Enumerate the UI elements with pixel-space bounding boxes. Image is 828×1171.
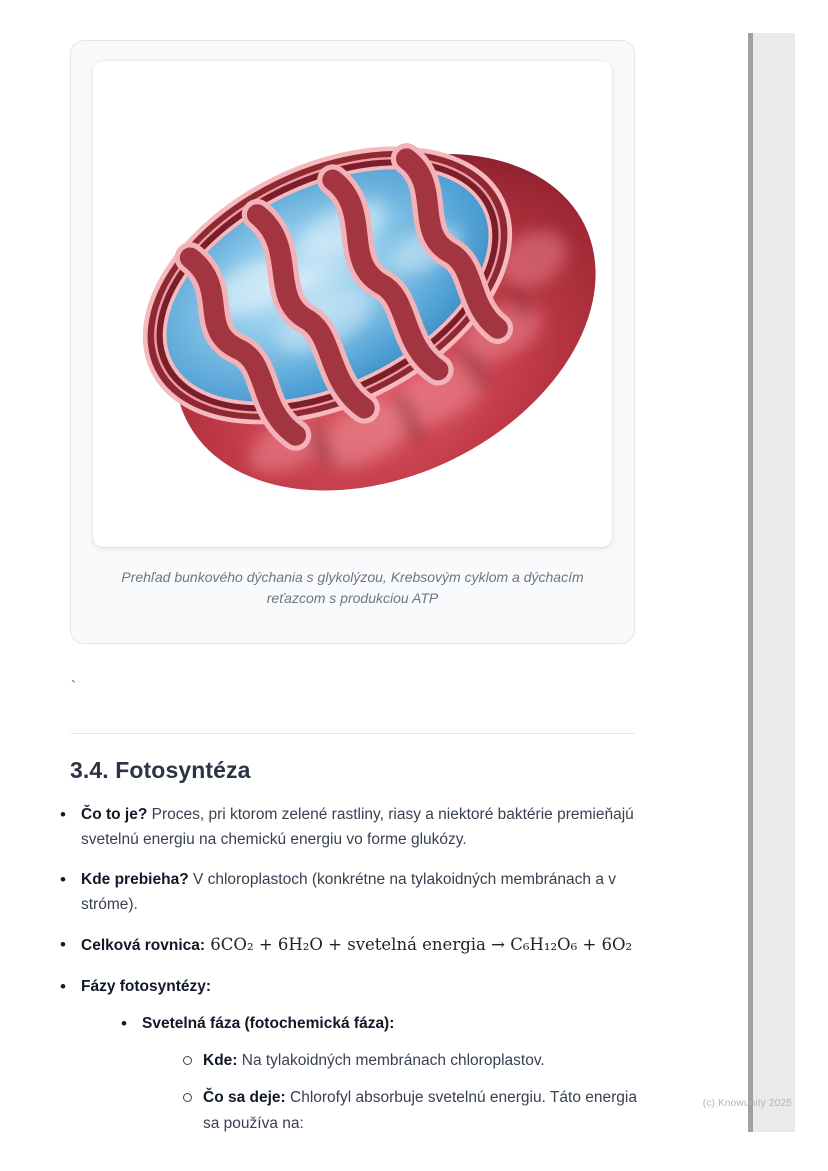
list-item (55, 974, 637, 1136)
list-item (177, 1085, 637, 1135)
section-content (55, 755, 637, 1151)
stray-backtick: ` (71, 678, 76, 695)
list-item-text: Chlorofyl absorbuje svetelnú energiu. Táto energia sa používa na: (203, 1089, 637, 1132)
list-item-lead: Čo sa deje: (203, 1089, 286, 1107)
watermark: (c) Knowunity 2025 (702, 1098, 792, 1109)
bullet-list-level-3 (177, 1048, 637, 1135)
figure-card (70, 40, 635, 644)
list-item-text: V chloroplastoch (konkrétne na tylakoidných membránach a v stróme). (81, 871, 617, 914)
bullet-list-level-1 (55, 802, 637, 1136)
list-item (55, 802, 637, 852)
bullet-list-container (55, 802, 637, 1136)
list-item-text: Proces, pri ktorom zelené rastliny, riasy a niektoré baktérie premieňajú svetelnú energiu na chemickú energiu vo forme glukózy. (81, 806, 634, 849)
chemical-equation: 6CO₂ + 6H₂O + svetelná energia → C₆H₁₂O₆ + 6O₂ (205, 935, 633, 955)
list-item (177, 1048, 637, 1073)
bullet-list-level-2 (116, 1011, 637, 1135)
list-item-lead: Fázy fotosyntézy: (81, 978, 212, 996)
figure-caption: Prehľad bunkového dýchania s glykolýzou, Krebsovým cyklom a dýchacím reťazcom s produkciou ATP (121, 569, 584, 606)
section-heading: 3.4. Fotosyntéza (70, 757, 251, 783)
list-item-lead: Čo to je? (81, 806, 148, 823)
list-item (55, 932, 637, 959)
section-divider (70, 733, 635, 734)
mitochondria-illustration (103, 69, 603, 539)
list-item-lead: Celková rovnica: (81, 937, 206, 955)
scrollbar-track[interactable] (748, 33, 795, 1132)
list-item-lead: Kde: (203, 1052, 238, 1070)
list-item (116, 1011, 637, 1135)
figure-image-frame (93, 61, 612, 547)
list-item-lead: Kde prebieha? (81, 871, 189, 889)
list-item-lead: Svetelná fáza (fotochemická fáza): (142, 1015, 395, 1033)
list-item (55, 867, 637, 917)
list-item-text: Na tylakoidných membránach chloroplastov. (237, 1052, 545, 1070)
